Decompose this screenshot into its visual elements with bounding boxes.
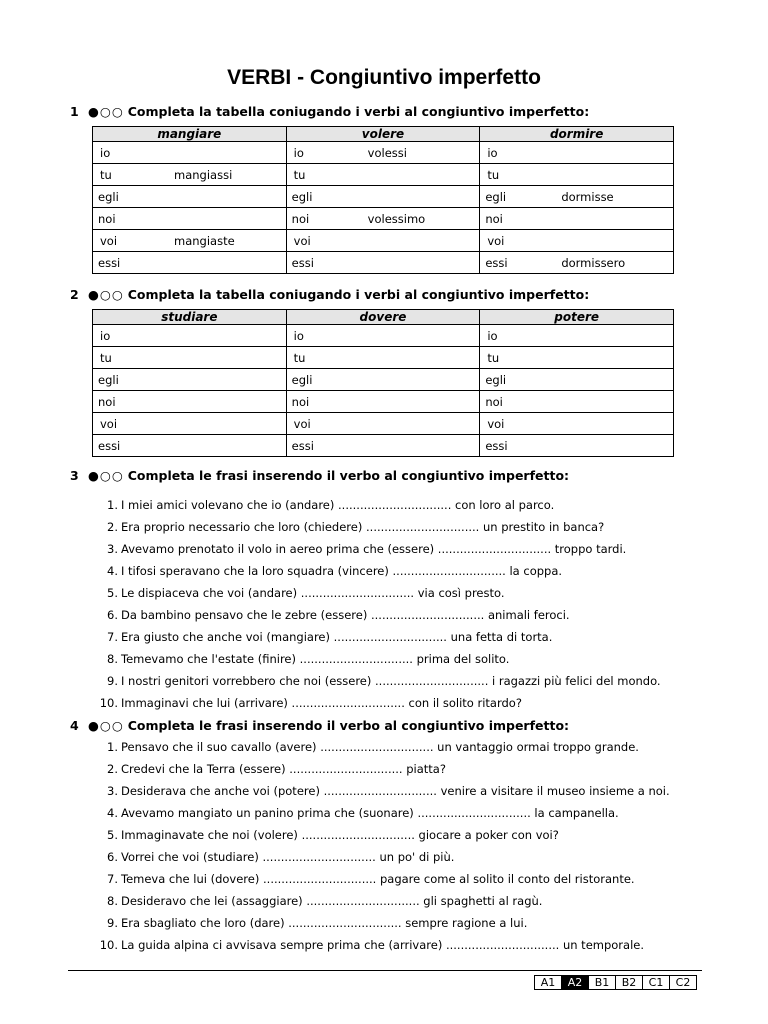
table-cell [93,347,287,369]
pronoun: voi [293,233,311,248]
sentence-text: Immaginavate che noi (volere) ............................... giocare a poker con voi? [121,828,559,842]
exercise-number: 3 [70,468,79,483]
list-item [92,516,661,538]
item-number: 9. [107,916,118,930]
exercise-3-heading [70,468,569,483]
column-header-dormire: dormire [480,127,674,142]
item-number: 4. [107,564,118,578]
list-item [92,824,670,846]
table-cell [480,325,674,347]
sentence-text: I nostri genitori vorrebbero che noi (essere) ............................... i ragazzi più felici del mondo. [121,674,661,688]
exercise-number: 1 [70,104,79,119]
list-item [92,692,661,714]
sentence-text: I miei amici volevano che io (andare) ............................... con loro al parco. [121,498,555,512]
table-row [93,186,674,208]
list-item [92,626,661,648]
level-a2: A2 [561,975,589,990]
table-cell [286,164,480,186]
table-cell [286,413,480,435]
item-number: 10. [99,938,118,952]
item-number: 8. [107,894,118,908]
item-number: 10. [99,696,118,710]
item-number: 4. [107,806,118,820]
table-row [93,252,674,274]
table-cell [286,208,480,230]
list-item [92,604,661,626]
table-cell [93,435,287,457]
item-number: 3. [107,542,118,556]
table-cell [93,325,287,347]
table-cell [286,142,480,164]
table-row [93,347,674,369]
table-cell [480,369,674,391]
table-row [93,230,674,252]
item-number: 8. [107,652,118,666]
difficulty-dots: ●○○ [88,287,124,302]
table-row [93,164,674,186]
list-item [92,780,670,802]
table-cell [286,230,480,252]
list-item [92,538,661,560]
pronoun: io [100,328,111,343]
sentence-text: Era proprio necessario che loro (chiedere) ............................... un prestito in banca? [121,520,605,534]
list-item [92,802,670,824]
table-cell [93,252,287,274]
difficulty-dots: ●○○ [88,104,124,119]
pronoun: essi [485,255,508,270]
item-number: 2. [107,520,118,534]
sentence-list-4 [92,736,670,956]
table-row [93,208,674,230]
pronoun: essi [291,438,314,453]
sentence-text: Era sbagliato che loro (dare) ............................... sempre ragione a lui. [121,916,528,930]
sentence-list-3 [92,494,661,714]
exercise-4-heading [70,718,569,733]
pronoun: essi [485,438,508,453]
table-row [93,142,674,164]
list-item [92,494,661,516]
list-item [92,670,661,692]
table-cell [286,347,480,369]
table-cell [93,369,287,391]
sentence-text: Temeva che lui (dovere) ............................... pagare come al solito il conto del ristorante. [121,872,635,886]
item-number: 5. [107,586,118,600]
list-item [92,736,670,758]
exercise-number: 2 [70,287,79,302]
item-number: 6. [107,850,118,864]
pronoun: tu [487,350,500,365]
sentence-text: Temevamo che l'estate (finire) ............................... prima del solito. [121,652,510,666]
table-cell [286,252,480,274]
table-cell [286,435,480,457]
pronoun: io [293,145,304,160]
pronoun: essi [291,255,314,270]
sentence-text: Era giusto che anche voi (mangiare) ............................... una fetta di torta. [121,630,553,644]
conjugated-form: volessi [367,145,407,160]
item-number: 7. [107,872,118,886]
table-cell [286,391,480,413]
table-cell [93,413,287,435]
table-row [93,369,674,391]
pronoun: egli [291,189,313,204]
pronoun: tu [100,167,112,182]
page-title: VERBI - Congiuntivo imperfetto [227,66,541,89]
pronoun: noi [485,394,503,409]
conjugated-form: dormisse [561,189,614,204]
exercise-1-heading [70,104,589,119]
list-item [92,912,670,934]
conjugated-form: mangiaste [174,233,235,248]
list-item [92,648,661,670]
column-header-studiare: studiare [93,310,287,325]
table-cell [480,252,674,274]
sentence-text: I tifosi speravano che la loro squadra (vincere) ............................... la coppa. [121,564,563,578]
sentence-text: Credevi che la Terra (essere) ............................... piatta? [121,762,446,776]
list-item [92,868,670,890]
table-cell [93,391,287,413]
exercise-instruction: Completa la tabella coniugando i verbi al congiuntivo imperfetto: [127,287,590,302]
sentence-text: Da bambino pensavo che le zebre (essere) ............................... animali feroci. [121,608,570,622]
difficulty-dots: ●○○ [88,468,124,483]
pronoun: noi [291,394,310,409]
item-number: 7. [107,630,118,644]
pronoun: egli [98,189,119,204]
table-cell [286,186,480,208]
pronoun: tu [293,167,306,182]
pronoun: voi [487,416,505,431]
pronoun: io [487,328,498,343]
table-cell [480,164,674,186]
table-cell [93,164,287,186]
sentence-text: Le dispiaceva che voi (andare) ............................... via così presto. [121,586,505,600]
conjugated-form: dormissero [561,255,626,270]
level-a1: A1 [534,975,562,990]
list-item [92,890,670,912]
table-cell [93,186,287,208]
conjugation-table-2 [92,309,674,457]
column-header-dovere: dovere [286,310,480,325]
item-number: 6. [107,608,118,622]
footer-divider [68,970,702,971]
level-c2: C2 [669,975,697,990]
table-cell [93,230,287,252]
table-cell [93,208,287,230]
table-row [93,413,674,435]
table-cell [93,142,287,164]
pronoun: noi [98,394,116,409]
item-number: 5. [107,828,118,842]
item-number: 1. [107,740,118,754]
sentence-text: Vorrei che voi (studiare) ............................... un po' di più. [121,850,455,864]
item-number: 9. [107,674,118,688]
conjugated-form: volessimo [367,211,426,226]
list-item [92,846,670,868]
item-number: 3. [107,784,118,798]
exercise-2-heading [70,287,589,302]
column-header-volere: volere [286,127,480,142]
pronoun: io [293,328,304,343]
pronoun: egli [485,189,507,204]
table-cell [480,230,674,252]
pronoun: tu [100,350,112,365]
list-item [92,560,661,582]
table-row [93,325,674,347]
pronoun: voi [487,233,505,248]
table-cell [286,369,480,391]
conjugation-table-1 [92,126,674,274]
pronoun: egli [291,372,313,387]
sentence-text: Desiderava che anche voi (potere) ............................... venire a visitare il museo insieme a noi. [121,784,670,798]
table-cell [480,435,674,457]
pronoun: egli [485,372,507,387]
pronoun: egli [98,372,119,387]
list-item [92,582,661,604]
sentence-text: Immaginavi che lui (arrivare) ............................... con il solito ritardo? [121,696,522,710]
item-number: 1. [107,498,118,512]
pronoun: voi [100,233,118,248]
table-row [93,391,674,413]
pronoun: noi [485,211,503,226]
pronoun: voi [293,416,311,431]
column-header-mangiare: mangiare [93,127,287,142]
pronoun: noi [98,211,116,226]
table-cell [480,208,674,230]
exercise-instruction: Completa le frasi inserendo il verbo al congiuntivo imperfetto: [127,718,570,733]
level-b2: B2 [615,975,643,990]
list-item [92,934,670,956]
sentence-text: Pensavo che il suo cavallo (avere) ............................... un vantaggio ormai troppo grande. [121,740,639,754]
exercise-number: 4 [70,718,79,733]
exercise-instruction: Completa le frasi inserendo il verbo al congiuntivo imperfetto: [127,468,570,483]
sentence-text: Avevamo mangiato un panino prima che (suonare) ............................... la campanella. [121,806,619,820]
list-item [92,758,670,780]
table-cell [480,347,674,369]
level-c1: C1 [642,975,670,990]
pronoun: tu [293,350,306,365]
table-row [93,435,674,457]
item-number: 2. [107,762,118,776]
pronoun: essi [98,438,121,453]
sentence-text: Desideravo che lei (assaggiare) ............................... gli spaghetti al ragù. [121,894,543,908]
pronoun: tu [487,167,500,182]
table-cell [480,186,674,208]
difficulty-dots: ●○○ [88,718,124,733]
pronoun: essi [98,255,121,270]
exercise-instruction: Completa la tabella coniugando i verbi al congiuntivo imperfetto: [127,104,590,119]
level-indicator [535,975,697,990]
table-cell [480,142,674,164]
table-cell [480,413,674,435]
pronoun: voi [100,416,118,431]
table-cell [286,325,480,347]
conjugated-form: mangiassi [174,167,233,182]
level-b1: B1 [588,975,616,990]
sentence-text: Avevamo prenotato il volo in aereo prima che (essere) ............................... troppo tardi. [121,542,627,556]
table-cell [480,391,674,413]
pronoun: io [487,145,498,160]
sentence-text: La guida alpina ci avvisava sempre prima che (arrivare) ............................... un temporale. [121,938,645,952]
column-header-potere: potere [480,310,674,325]
pronoun: io [100,145,111,160]
pronoun: noi [291,211,310,226]
